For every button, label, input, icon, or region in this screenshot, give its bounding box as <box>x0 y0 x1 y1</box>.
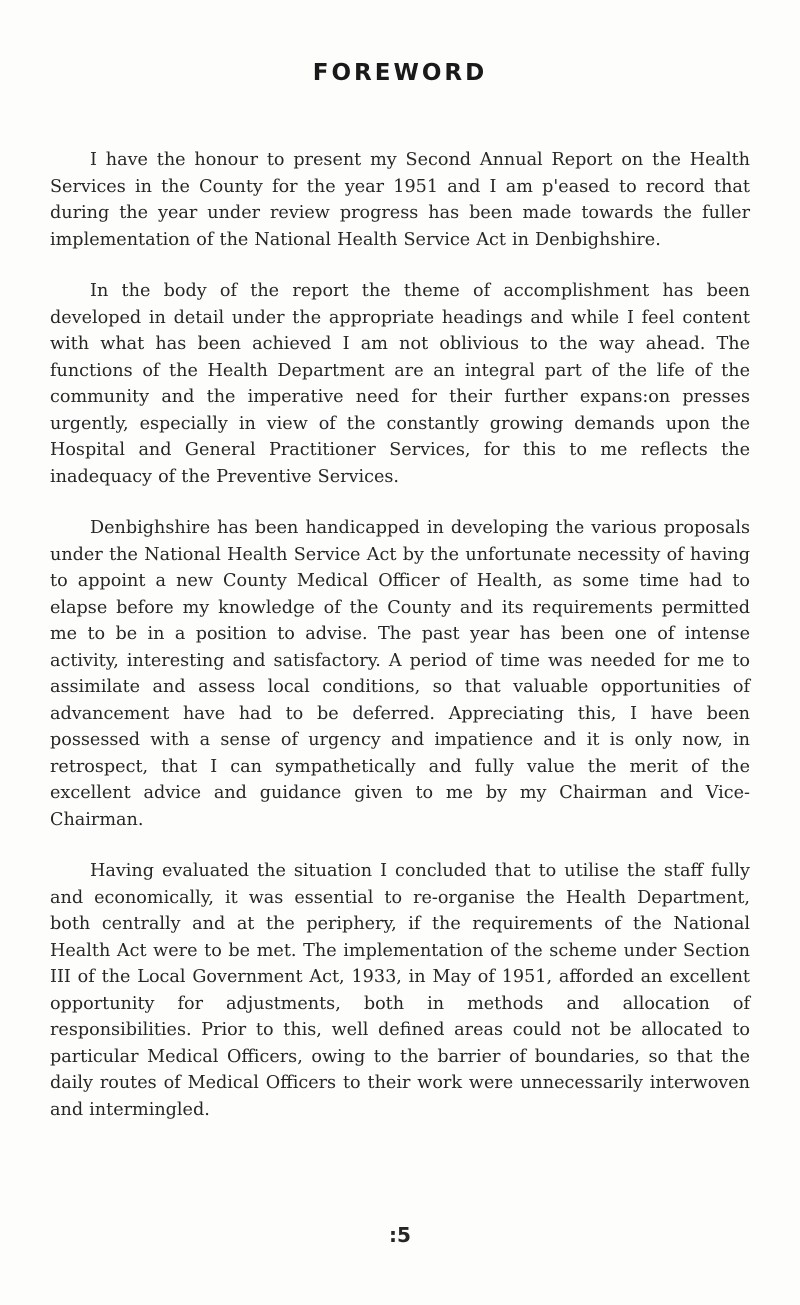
paragraph-2: In the body of the report the theme of accomplishment has been developed in detail under the appropriate headings and while I feel content with what has been achieved I am not oblivious to the way ahead. The functions of the Health Department are an integral part of the life of the community and the imperative need for their further expans:on presses urgently, especially in view of the constantly growing demands upon the Hospital and General Practitioner Services, for this to me reflects the inadequacy of the Preventive Services. <box>50 281 750 487</box>
paragraph-1: I have the honour to present my Second Annual Report on the Health Services in the County for the year 1951 and I am p'eased to record that during the year under review progress has been made towards the fuller implementation of the National Health Service Act in Denbighshire. <box>50 150 750 250</box>
paragraph-4: Having evaluated the situation I concluded that to utilise the staff fully and economically, it was essential to re-organise the Health Department, both centrally and at the periphery, if the requirements of the National Health Act were to be met. The implementation of the scheme under Section III of the Local Government Act, 1933, in May of 1951, afforded an excellent opportunity for adjustments, both in methods and allocation of responsibilities. Prior to this, well defined areas could not be allocated to particular Medical Officers, owing to the barrier of boundaries, so that the daily routes of Medical Officers to their work were unnecessarily interwoven and intermingled. <box>50 861 750 1120</box>
page-number: :5 <box>389 1223 411 1247</box>
page-title: FOREWORD <box>312 60 488 86</box>
paragraph-3: Denbighshire has been handicapped in developing the various proposals under the National Health Service Act by the unfortunate necessity of having to appoint a new County Medical Officer of Health, as some time had to elapse before my knowledge of the County and its requirements permitted me to be in a position to advise. The past year has been one of intense activity, interesting and satisfactory. A period of time was needed for me to assimilate and assess local conditions, so that valuable opportunities of advancement have had to be deferred. Appreciating this, I have been possessed with a sense of urgency and impatience and it is only now, in retrospect, that I can sympathetically and fully value the merit of the excellent advice and guidance given to me by my Chairman and Vice-Chairman. <box>50 518 750 830</box>
foreword-body <box>50 147 750 1148</box>
